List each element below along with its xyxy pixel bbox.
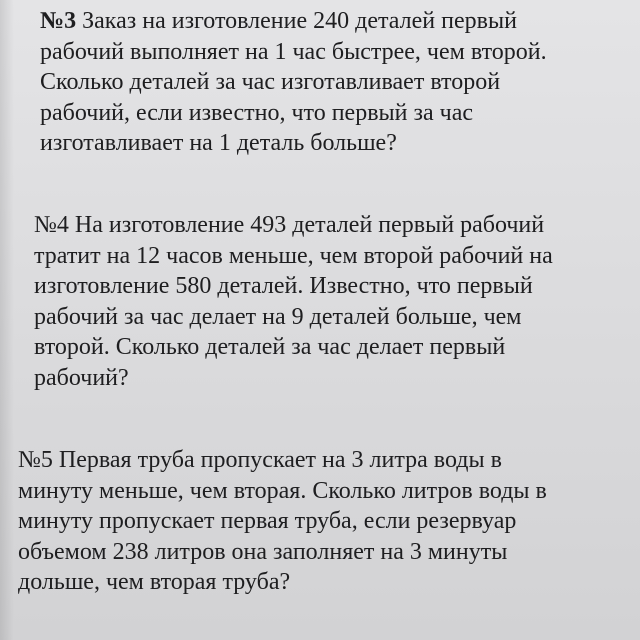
problem-5-line-4: объемом 238 литров она заполняет на 3 минуты — [18, 538, 508, 565]
problem-4-line-2: тратит на 12 часов меньше, чем второй рабочий на — [34, 242, 553, 269]
problem-4-text-1: На изготовление 493 деталей первый рабочий — [74, 212, 545, 238]
problem-4-line-5: второй. Сколько деталей за час делает первый — [34, 334, 506, 360]
problem-5-text-1: Первая труба пропускает на 3 литра воды в — [58, 447, 502, 473]
problem-5-number: №5 — [18, 447, 53, 473]
problem-3-number: №3 — [40, 8, 77, 34]
problem-5-line-1 — [18, 445, 547, 476]
problem-5 — [18, 445, 547, 598]
problem-3-text-1: Заказ на изготовление 240 деталей первый — [82, 8, 517, 34]
problem-5-line-5: дольше, чем вторая труба? — [18, 569, 291, 595]
problem-4-line-1 — [34, 210, 553, 241]
problem-4 — [34, 210, 553, 393]
page-fold-shadow — [0, 0, 14, 640]
problem-4-line-4: рабочий за час делает на 9 деталей больше, чем — [34, 303, 522, 330]
problem-3-line-5: изготавливает на 1 деталь больше? — [40, 130, 397, 156]
problem-3-line-1 — [40, 6, 547, 37]
problem-5-line-2: минуту меньше, чем вторая. Сколько литров воды в — [18, 477, 547, 504]
problem-3-line-4: рабочий, если известно, что первый за час — [40, 99, 474, 126]
problem-4-line-3: изготовление 580 деталей. Известно, что первый — [34, 273, 533, 299]
problem-5-line-3: минуту пропускает первая труба, если резервуар — [18, 508, 517, 534]
problem-3-line-2: рабочий выполняет на 1 час быстрее, чем второй. — [40, 38, 547, 65]
problem-4-number: №4 — [34, 212, 69, 238]
problem-3 — [40, 6, 547, 159]
problem-4-line-6: рабочий? — [34, 364, 129, 391]
problem-3-line-3: Сколько деталей за час изготавливает второй — [40, 69, 501, 95]
